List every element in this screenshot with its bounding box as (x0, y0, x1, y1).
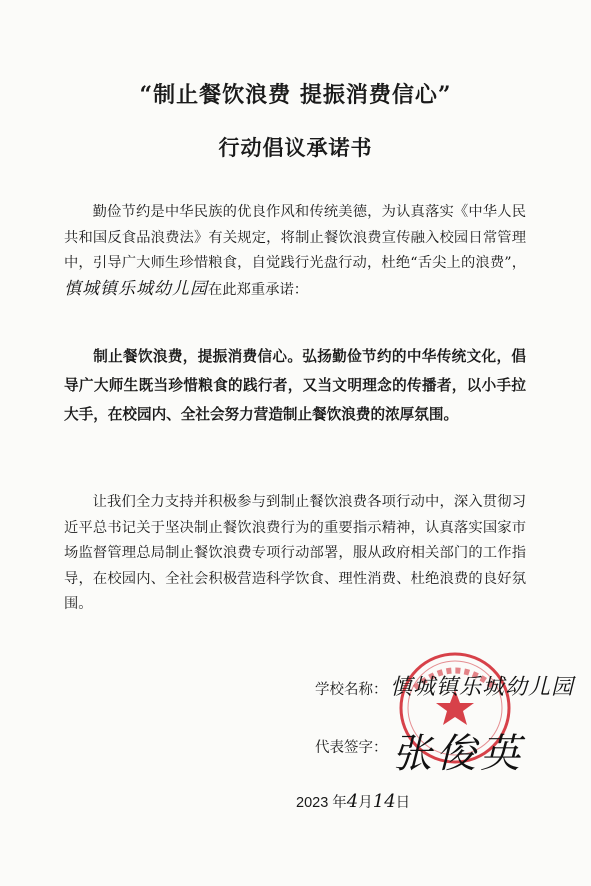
paragraph-pledge: 制止餐饮浪费，提振消费信心。弘扬勤俭节约的中华传统文化，倡导广大师生既当珍惜粮食的践行者，又当文明理念的传播者，以小手拉大手，在校园内、全社会努力营造制止餐饮浪费的浓厚氛围。 (64, 348, 526, 423)
document-subtitle: 行动倡议承诺书 (218, 135, 373, 160)
date-year: 2023 (296, 795, 329, 811)
handwritten-school-name: 慎城镇乐城幼儿园 (390, 675, 575, 700)
paragraph-intro-suffix: 在此郑重承诺： (208, 281, 309, 298)
paragraph-intro-text: 勤俭节约是中华民族的优良作风和传统美德，为认真落实《中华人民共和国反食品浪费法》有关规定，将制止餐饮浪费宣传融入校园日常管理中，引导广大师生珍惜粮食，自觉践行光盘行动，杜绝“舌尖上的浪费”， (64, 204, 526, 271)
school-name-label: 学校名称： (315, 682, 388, 698)
date-month-handwritten: 4 (346, 791, 359, 812)
date-year-unit: 年 (332, 795, 347, 811)
date-line (296, 791, 410, 812)
date-day-handwritten: 14 (372, 791, 396, 812)
paragraph-call-to-action: 让我们全力支持并积极参与到制止餐饮浪费各项行动中，深入贯彻习近平总书记关于坚决制止餐饮浪费行为的重要指示精神，认真落实国家市场监督管理总局制止餐饮浪费专项行动部署，服从政府相关部门的工作指导，在校园内、全社会积极营造科学饮食、理性消费、杜绝浪费的良好氛围。 (64, 494, 526, 612)
document-title: “制止餐饮浪费 提振消费信心” (139, 82, 452, 108)
handwritten-school-inline: 慎城镇乐城幼儿园 (64, 278, 208, 299)
date-month-unit: 月 (358, 795, 373, 811)
date-day-unit: 日 (395, 795, 411, 811)
representative-signature-label: 代表签字： (315, 740, 388, 756)
handwritten-signature: 张俊英 (392, 731, 524, 777)
paragraph-intro (64, 200, 526, 303)
